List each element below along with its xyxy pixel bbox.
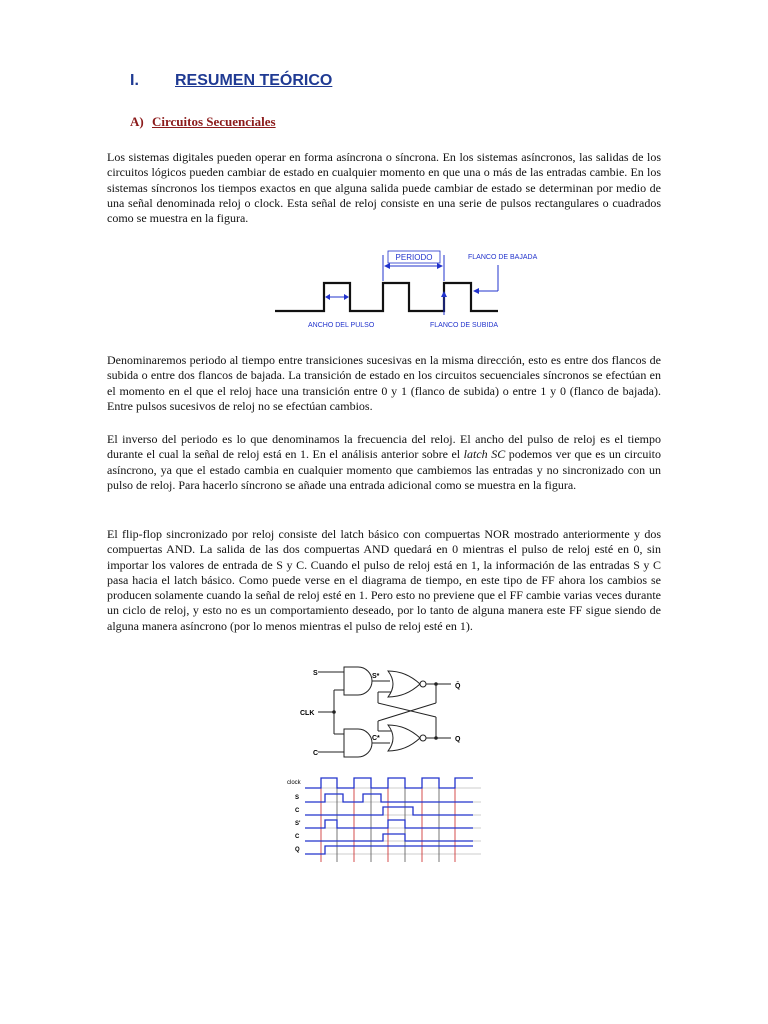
timing-diagram xyxy=(283,774,483,864)
subsection-letter: A) xyxy=(130,114,144,129)
timing-clock-label: clock xyxy=(287,780,301,786)
clk-label: CLK xyxy=(300,710,315,717)
c-star-label: C* xyxy=(372,735,380,742)
s-star-label: S* xyxy=(372,673,380,680)
flanco-bajada-label: FLANCO DE BAJADA xyxy=(468,254,538,261)
section-title: RESUMEN TEÓRICO xyxy=(175,72,333,89)
subsection-title: Circuitos Secuenciales xyxy=(152,114,276,129)
timing-q-label: Q xyxy=(295,847,300,853)
paragraph-frecuencia: El inverso del periodo es lo que denominamos la frecuencia del reloj. El ancho del pulso de reloj es el tiempo durante el cual la señal de reloj está en 1. En el análisis anterior sobre el latch SC podemos ver que es un circuito asíncrono, ya que el estado cambia en cualquier momento que cambiemos las entradas y no sincronizado con un pulso de reloj. Para hacerlo síncrono se añade una entrada adicional como se muestra en la figura. xyxy=(107,432,662,492)
timing-c-prime-label: C xyxy=(295,834,300,840)
latch-sc-term: latch SC xyxy=(463,447,506,462)
q-label: Q xyxy=(455,736,461,743)
timing-s-prime-label: S' xyxy=(295,821,301,827)
periodo-label: PERIODO xyxy=(395,253,433,262)
paragraph-periodo: Denominaremos periodo al tiempo entre transiciones sucesivas en la misma dirección, esto es entre dos flancos de subida o entre dos flancos de bajada. La transición de estado en los circuitos secuenciales síncronos se efectúan en el momento en el que el reloj hace una transición entre 0 y 1 (flanco de subida) o entre 1 y 0 (flanco de bajada). Entre pulsos sucesivos de reloj no se efectúan cambios. xyxy=(107,353,661,413)
timing-s-label: S xyxy=(295,795,300,801)
ancho-pulso-label: ANCHO DEL PULSO xyxy=(308,322,375,329)
input-s-label: S xyxy=(313,670,318,677)
clock-pulse-figure xyxy=(270,243,560,333)
clock-waveform xyxy=(275,283,498,311)
paragraph-flipflop: El flip-flop sincronizado por reloj consiste del latch básico con compuertas NOR mostrado anteriormente y dos compuertas AND. La salida de las dos compuertas AND quedará en 0 mientras el pulso de reloj esté en 0, sin importar los valores de entrada de S y C. Cuando el pulso de reloj está en 1, la información de las entradas S y C pasa hacia el latch básico. Como puede verse en el diagrama de tiempo, en este tipo de FF ahora los cambios se producen solamente cuando la señal de reloj esté en 1. Pero esto no previene que el FF cambie varias veces durante un ciclo de reloj, y esto no es un comportamiento deseado, por lo tanto de alguna manera este FF sigue siendo de alguna manera asíncrono (por lo menos mientras el pulso de reloj esté en 1). xyxy=(107,527,661,633)
q-bar-label: Q̄ xyxy=(455,683,461,690)
timing-c-label: C xyxy=(295,808,300,814)
section-number: I. xyxy=(130,72,139,89)
flip-flop-circuit-diagram xyxy=(296,665,476,765)
paragraph-intro: Los sistemas digitales pueden operar en forma asíncrona o síncrona. En los sistemas asíncronos, las salidas de los circuitos lógicos pueden cambiar de estado en cualquier momento en que una o más de las entradas cambie. En los sistemas síncronos los tiempos exactos en que alguna salida puede cambiar de estado se determinan por medio de una señal denominada reloj o clock. Esta señal de reloj consiste en una serie de pulsos rectangulares o cuadrados como se muestra en la figura. xyxy=(107,150,661,226)
input-c-label: C xyxy=(313,750,319,757)
flanco-subida-label: FLANCO DE SUBIDA xyxy=(430,322,499,329)
